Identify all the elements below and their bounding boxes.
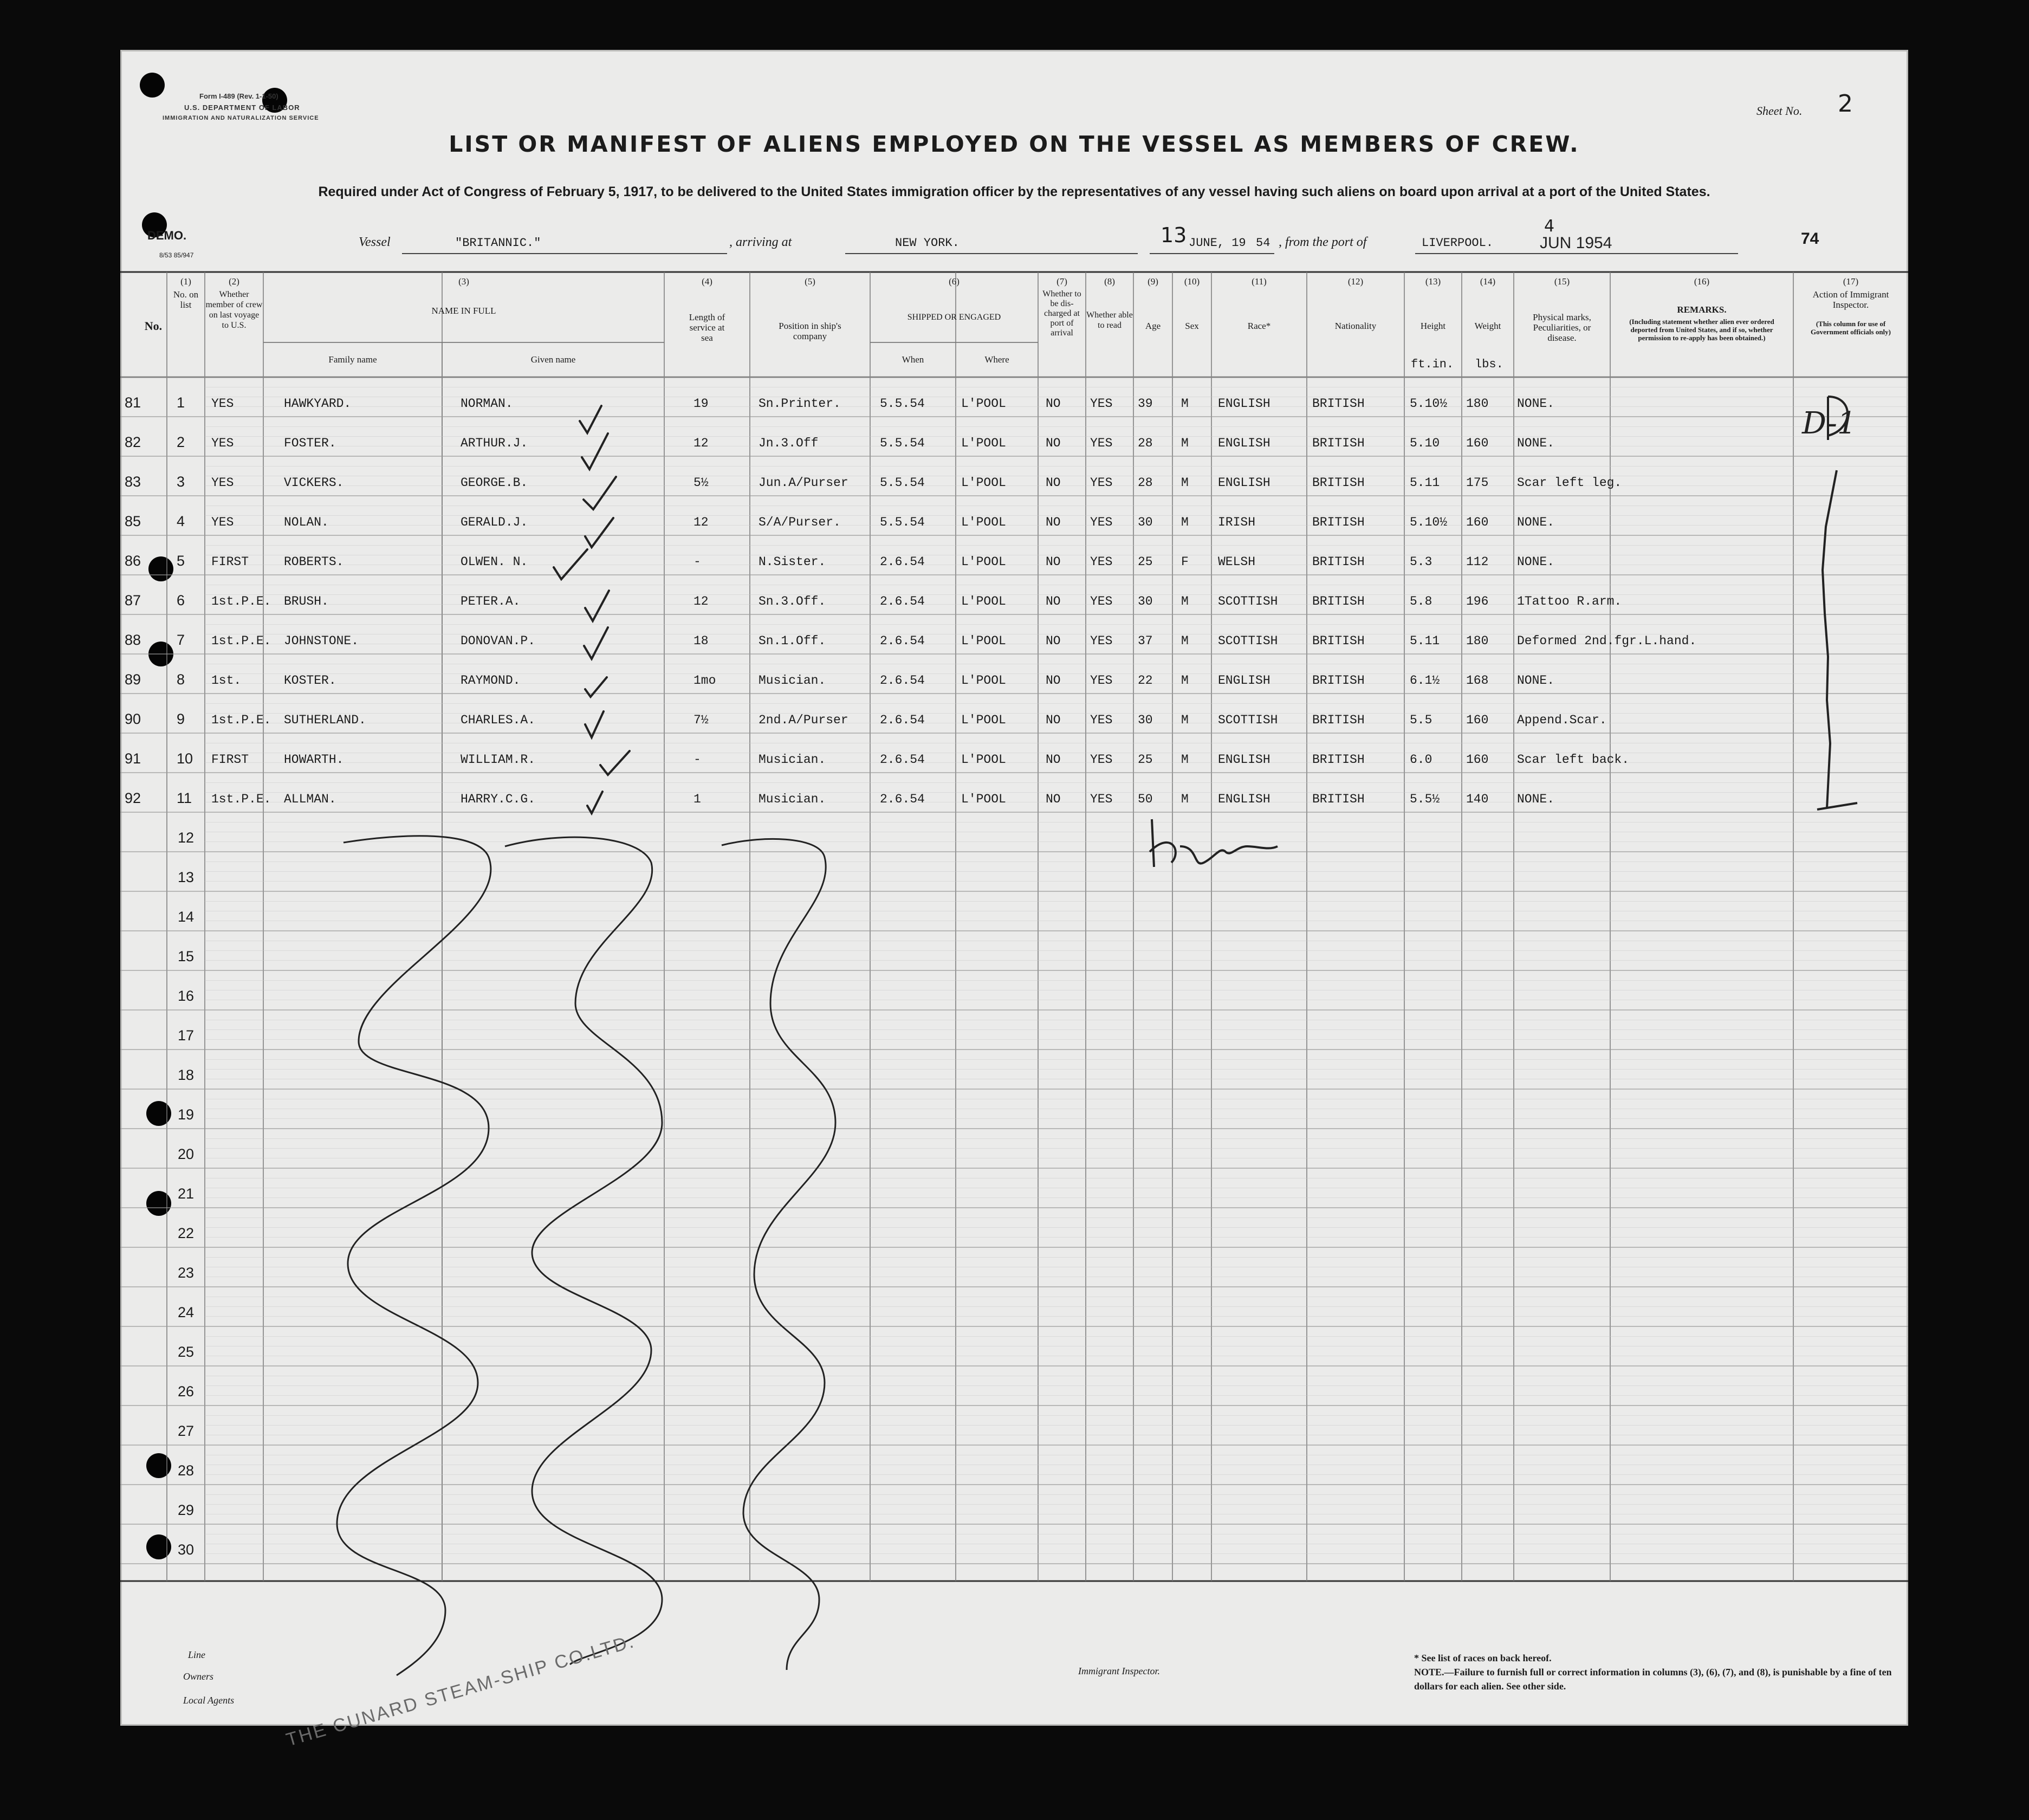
cell-sex: M — [1181, 397, 1189, 411]
cell-when: 5.5.54 — [880, 476, 925, 490]
line-number: 19 — [177, 1106, 195, 1123]
cell-race: WELSH — [1218, 555, 1256, 569]
cell-read: YES — [1090, 436, 1113, 450]
cell-service: - — [693, 753, 701, 767]
cell-where: L'POOL — [961, 397, 1006, 411]
col8-number: (8) — [1104, 276, 1115, 287]
cell-read: YES — [1090, 555, 1113, 569]
col15-label: Physical marks, Peculiarities, or disease. — [1533, 312, 1591, 343]
col14-label: Weight — [1474, 321, 1501, 331]
cell-family: VICKERS. — [284, 476, 344, 490]
cell-race: SCOTTISH — [1218, 594, 1278, 608]
footer-owners-label: Owners — [183, 1671, 214, 1682]
cell-read: YES — [1090, 634, 1113, 648]
form-number: Form I-489 (Rev. 1-1-50) — [199, 92, 278, 100]
cell-weight: 112 — [1466, 555, 1489, 569]
cell-age: 50 — [1138, 792, 1153, 806]
col14-unit: lbs. — [1475, 358, 1503, 371]
cell-height: 5.8 — [1410, 594, 1432, 608]
cell-read: YES — [1090, 753, 1113, 767]
cell-race: ENGLISH — [1218, 397, 1270, 411]
cell-service: 1 — [693, 792, 701, 806]
vessel-label: Vessel — [359, 235, 391, 249]
cell-member: YES — [211, 397, 234, 411]
cell-family: HAWKYARD. — [284, 397, 352, 411]
line-number: 18 — [177, 1067, 195, 1083]
cell-no: 3 — [177, 474, 185, 490]
cell-marks: NONE. — [1517, 555, 1555, 569]
col13-unit: ft.in. — [1411, 358, 1454, 371]
footer-notes — [1414, 1651, 1902, 1693]
cell-weight: 180 — [1466, 397, 1489, 411]
cell-position: Musician. — [759, 792, 826, 806]
cell-where: L'POOL — [961, 476, 1006, 490]
col4-number: (4) — [702, 276, 712, 287]
cell-family: FOSTER. — [284, 436, 336, 450]
inspector-label: Immigrant Inspector. — [1078, 1666, 1160, 1676]
cell-nationality: BRITISH — [1312, 436, 1365, 450]
strike-scribbles — [337, 836, 835, 1675]
cell-ano: 82 — [125, 434, 141, 450]
cell-member: YES — [211, 476, 234, 490]
col11-label: Race* — [1247, 321, 1271, 331]
cell-family: BRUSH. — [284, 594, 329, 608]
cell-sex: M — [1181, 515, 1189, 529]
cell-member: 1st.P.E. — [211, 713, 271, 727]
line-number: 14 — [177, 909, 195, 925]
cell-given: RAYMOND. — [461, 673, 521, 688]
col16-note: (Including statement whether alien ever ordered deported from United States, and if so, whether permission to re-apply has been obtained.) — [1629, 318, 1774, 342]
cell-read: YES — [1090, 515, 1113, 529]
line-number: 17 — [177, 1027, 195, 1044]
col3-label: NAME IN FULL — [431, 306, 496, 316]
cell-where: L'POOL — [961, 436, 1006, 450]
cell-marks: NONE. — [1517, 436, 1555, 450]
line-number: 26 — [177, 1383, 195, 1400]
cell-when: 2.6.54 — [880, 673, 925, 688]
cell-height: 5.5 — [1410, 713, 1432, 727]
col3-number: (3) — [458, 276, 469, 287]
cell-marks: Append.Scar. — [1517, 713, 1607, 727]
cell-where: L'POOL — [961, 515, 1006, 529]
line-number: 23 — [177, 1265, 195, 1281]
col7-number: (7) — [1056, 276, 1067, 287]
cell-nationality: BRITISH — [1312, 673, 1365, 688]
cell-nationality: BRITISH — [1312, 634, 1365, 648]
col6-when-header: When — [902, 354, 924, 365]
cell-discharged: NO — [1046, 397, 1061, 411]
col6-label: SHIPPED OR ENGAGED — [907, 313, 1001, 322]
col12-number: (12) — [1347, 276, 1364, 287]
col17-label: Action of Immigrant Inspector. — [1812, 289, 1889, 310]
line-number: 13 — [177, 869, 195, 885]
cell-service: 12 — [693, 594, 709, 608]
cell-age: 39 — [1138, 397, 1153, 411]
cell-nationality: BRITISH — [1312, 555, 1365, 569]
col1-number: (1) — [180, 276, 191, 287]
stamp-day: 4 — [1544, 217, 1555, 236]
cell-family: ROBERTS. — [284, 555, 344, 569]
cell-no: 6 — [177, 592, 185, 608]
cell-age: 25 — [1138, 753, 1153, 767]
cell-member: YES — [211, 436, 234, 450]
cell-discharged: NO — [1046, 476, 1061, 490]
sheet-number-label: Sheet No. — [1756, 104, 1803, 118]
cell-race: ENGLISH — [1218, 673, 1270, 688]
cell-age: 37 — [1138, 634, 1153, 648]
cell-when: 5.5.54 — [880, 436, 925, 450]
cell-where: L'POOL — [961, 753, 1006, 767]
col9-number: (9) — [1148, 276, 1158, 287]
cell-when: 2.6.54 — [880, 555, 925, 569]
cell-no: 4 — [177, 513, 185, 529]
cell-discharged: NO — [1046, 436, 1061, 450]
penalty-note: NOTE.—Failure to furnish full or correct information in columns (3), (6), (7), and (8), is punishable by a fine of ten dollars for each alien. See other side. — [1414, 1667, 1892, 1692]
page-subtitle: Required under Act of Congress of February 5, 1917, to be delivered to the United States immigration officer by the representatives of any vessel having such aliens on board upon arrival at a port of the United States. — [318, 184, 1710, 199]
col16-label: REMARKS. — [1677, 305, 1727, 315]
cell-weight: 168 — [1466, 673, 1489, 688]
footer-line-label: Line — [188, 1649, 206, 1660]
cell-read: YES — [1090, 594, 1113, 608]
cell-sex: M — [1181, 634, 1189, 648]
cell-member: FIRST — [211, 753, 249, 767]
cell-read: YES — [1090, 713, 1113, 727]
cell-marks: NONE. — [1517, 397, 1555, 411]
cell-sex: M — [1181, 753, 1189, 767]
line-number: 20 — [177, 1146, 195, 1162]
cell-ano: 83 — [125, 474, 141, 490]
cell-sex: M — [1181, 476, 1189, 490]
page-number: 74 — [1801, 230, 1819, 248]
cell-weight: 180 — [1466, 634, 1489, 648]
cell-member: 1st.P.E. — [211, 634, 271, 648]
col8-label: Whether able to read — [1086, 310, 1133, 330]
cell-marks: NONE. — [1517, 673, 1555, 688]
cell-nationality: BRITISH — [1312, 713, 1365, 727]
cell-discharged: NO — [1046, 792, 1061, 806]
cell-when: 2.6.54 — [880, 792, 925, 806]
cell-ano: 89 — [125, 671, 141, 688]
cell-nationality: BRITISH — [1312, 792, 1365, 806]
race-note: * See list of races on back hereof. — [1414, 1653, 1552, 1663]
cell-height: 6.0 — [1410, 753, 1432, 767]
cell-nationality: BRITISH — [1312, 397, 1365, 411]
footer-agents-label: Local Agents — [183, 1695, 235, 1706]
cell-age: 22 — [1138, 673, 1153, 688]
date-stamp: JUN 1954 — [1540, 234, 1612, 252]
col9-label: Age — [1145, 321, 1161, 331]
vessel-name: "BRITANNIC." — [455, 236, 541, 250]
cell-nationality: BRITISH — [1312, 476, 1365, 490]
cell-age: 28 — [1138, 436, 1153, 450]
cell-where: L'POOL — [961, 673, 1006, 688]
cell-service: 7½ — [693, 713, 709, 727]
col2-label: Whether member of crew on last voyage to U.S. — [205, 290, 263, 330]
cell-given: GEORGE.B. — [461, 476, 528, 490]
cell-read: YES — [1090, 397, 1113, 411]
cell-service: 12 — [693, 515, 709, 529]
line-number: 16 — [177, 988, 195, 1004]
cell-height: 5.3 — [1410, 555, 1432, 569]
line-number: 24 — [177, 1304, 195, 1320]
handwritten-marks — [120, 50, 1908, 1726]
line-number: 12 — [177, 830, 195, 846]
department: U.S. DEPARTMENT OF LABOR — [184, 103, 300, 112]
cell-given: DONOVAN.P. — [461, 634, 536, 648]
cell-read: YES — [1090, 673, 1113, 688]
col4-label: Length of service at sea — [689, 312, 725, 343]
cell-age: 30 — [1138, 515, 1153, 529]
cell-ano: 90 — [125, 711, 141, 727]
cell-position: Jun.A/Purser — [759, 476, 848, 490]
arrival-date: JUNE, 19 — [1189, 236, 1246, 250]
cell-ano: 91 — [125, 750, 141, 767]
col10-label: Sex — [1185, 321, 1199, 331]
cell-member: 1st. — [211, 673, 242, 688]
cell-member: 1st.P.E. — [211, 792, 271, 806]
cell-discharged: NO — [1046, 753, 1061, 767]
cell-given: GERALD.J. — [461, 515, 528, 529]
col6-number: (6) — [949, 276, 960, 287]
form-code-sub: 8/53 85/947 — [159, 251, 194, 259]
agent-stamp: THE CUNARD STEAM-SHIP CO.LTD. — [284, 1630, 638, 1751]
cell-race: SCOTTISH — [1218, 713, 1278, 727]
cell-nationality: BRITISH — [1312, 515, 1365, 529]
cell-height: 5.10½ — [1410, 515, 1448, 529]
col5-label: Position in ship's company — [779, 321, 841, 341]
col7-label: Whether to be dis-charged at port of arrival — [1042, 289, 1081, 338]
cell-sex: M — [1181, 713, 1189, 727]
cell-service: - — [693, 555, 701, 569]
cell-service: 5½ — [693, 476, 709, 490]
arrival-year: 54 — [1256, 236, 1270, 250]
cell-height: 6.1½ — [1410, 673, 1440, 688]
cell-given: HARRY.C.G. — [461, 792, 536, 806]
cell-no: 8 — [177, 671, 185, 688]
cell-given: PETER.A. — [461, 594, 521, 608]
cell-position: Sn.3.Off. — [759, 594, 826, 608]
cell-where: L'POOL — [961, 594, 1006, 608]
col11-number: (11) — [1252, 276, 1267, 287]
col5-number: (5) — [805, 276, 815, 287]
cell-nationality: BRITISH — [1312, 594, 1365, 608]
cell-race: SCOTTISH — [1218, 634, 1278, 648]
cell-service: 1mo — [693, 673, 716, 688]
cell-discharged: NO — [1046, 634, 1061, 648]
cell-weight: 160 — [1466, 515, 1489, 529]
col16-number: (16) — [1694, 276, 1710, 287]
cell-when: 5.5.54 — [880, 397, 925, 411]
col1-label: No. on list — [173, 289, 199, 310]
form-code: DEMO. — [147, 229, 187, 242]
from-port: LIVERPOOL. — [1422, 236, 1494, 250]
cell-nationality: BRITISH — [1312, 753, 1365, 767]
cell-position: 2nd.A/Purser — [759, 713, 848, 727]
cell-marks: Deformed 2nd.fgr.L.hand. — [1517, 634, 1697, 648]
cell-race: ENGLISH — [1218, 476, 1270, 490]
col3-family-header: Family name — [328, 354, 377, 365]
line-number: 21 — [177, 1186, 195, 1202]
cell-height: 5.10 — [1410, 436, 1440, 450]
cell-family: KOSTER. — [284, 673, 336, 688]
cell-no: 7 — [177, 632, 185, 648]
cell-member: FIRST — [211, 555, 249, 569]
cell-height: 5.5½ — [1410, 792, 1440, 806]
col6-where-header: Where — [984, 354, 1009, 365]
cell-no: 9 — [177, 711, 185, 727]
page-title: LIST OR MANIFEST OF ALIENS EMPLOYED ON THE VESSEL AS MEMBERS OF CREW. — [449, 131, 1580, 157]
cell-family: ALLMAN. — [284, 792, 336, 806]
cell-age: 28 — [1138, 476, 1153, 490]
cell-discharged: NO — [1046, 594, 1061, 608]
cell-member: YES — [211, 515, 234, 529]
cell-sex: M — [1181, 436, 1189, 450]
col13-number: (13) — [1425, 276, 1441, 287]
cell-no: 10 — [177, 750, 193, 767]
cell-member: 1st.P.E. — [211, 594, 271, 608]
cell-no: 11 — [177, 790, 192, 806]
cell-read: YES — [1090, 476, 1113, 490]
cell-when: 2.6.54 — [880, 753, 925, 767]
cell-position: Sn.Printer. — [759, 397, 841, 411]
cell-position: N.Sister. — [759, 555, 826, 569]
col17-note: (This column for use of Government officials only) — [1810, 320, 1891, 336]
arrival-day: 13 — [1161, 223, 1187, 247]
cell-no: 5 — [177, 553, 185, 569]
cell-given: NORMAN. — [461, 397, 513, 411]
cell-age: 30 — [1138, 713, 1153, 727]
cell-when: 2.6.54 — [880, 713, 925, 727]
cell-height: 5.11 — [1410, 476, 1440, 490]
col10-number: (10) — [1184, 276, 1200, 287]
manifest-sheet — [120, 50, 1908, 1751]
cell-position: Musician. — [759, 673, 826, 688]
cell-family: JOHNSTONE. — [284, 634, 359, 648]
cell-marks: Scar left back. — [1517, 753, 1630, 767]
cell-marks: NONE. — [1517, 515, 1555, 529]
col2-number: (2) — [229, 276, 239, 287]
cell-given: OLWEN. N. — [461, 555, 528, 569]
from-label: , from the port of — [1279, 235, 1367, 249]
col14-number: (14) — [1480, 276, 1496, 287]
col15-number: (15) — [1554, 276, 1570, 287]
arriving-label: , arriving at — [729, 235, 792, 249]
cell-weight: 175 — [1466, 476, 1489, 490]
cell-position: Musician. — [759, 753, 826, 767]
cell-race: IRISH — [1218, 515, 1256, 529]
cell-family: SUTHERLAND. — [284, 713, 366, 727]
cell-no: 1 — [177, 394, 185, 411]
col17-number: (17) — [1843, 276, 1859, 287]
cell-ano: 85 — [125, 513, 141, 529]
cell-ano: 88 — [125, 632, 141, 648]
cell-discharged: NO — [1046, 673, 1061, 688]
line-number: 22 — [177, 1225, 195, 1241]
line-number: 27 — [177, 1423, 195, 1439]
cell-weight: 196 — [1466, 594, 1489, 608]
line-number: 25 — [177, 1344, 195, 1360]
arrival-port: NEW YORK. — [895, 236, 960, 250]
col13-label: Height — [1420, 321, 1446, 331]
cell-ano: 87 — [125, 592, 141, 608]
cell-service: 18 — [693, 634, 709, 648]
cell-where: L'POOL — [961, 713, 1006, 727]
cell-where: L'POOL — [961, 634, 1006, 648]
cell-given: CHARLES.A. — [461, 713, 536, 727]
cell-where: L'POOL — [961, 792, 1006, 806]
cell-position: Sn.1.Off. — [759, 634, 826, 648]
cell-given: WILLIAM.R. — [461, 753, 536, 767]
cell-position: Jn.3.Off — [759, 436, 819, 450]
cell-race: ENGLISH — [1218, 792, 1270, 806]
col12-label: Nationality — [1334, 321, 1377, 331]
cell-sex: F — [1181, 555, 1189, 569]
cell-when: 5.5.54 — [880, 515, 925, 529]
cell-weight: 140 — [1466, 792, 1489, 806]
cell-service: 12 — [693, 436, 709, 450]
line-number: 28 — [177, 1462, 195, 1479]
inspector-signature-mark — [1817, 397, 1857, 809]
line-number: 29 — [177, 1502, 195, 1518]
cell-height: 5.11 — [1410, 634, 1440, 648]
cell-sex: M — [1181, 792, 1189, 806]
cell-position: S/A/Purser. — [759, 515, 841, 529]
cell-marks: Scar left leg. — [1517, 476, 1622, 490]
col3-given-header: Given name — [530, 354, 576, 365]
cell-given: ARTHUR.J. — [461, 436, 528, 450]
cell-family: NOLAN. — [284, 515, 329, 529]
handwritten-signature — [1150, 819, 1278, 867]
line-number: 15 — [177, 948, 195, 964]
cell-weight: 160 — [1466, 713, 1489, 727]
cell-height: 5.10½ — [1410, 397, 1448, 411]
cell-where: L'POOL — [961, 555, 1006, 569]
cell-sex: M — [1181, 673, 1189, 688]
check-marks — [554, 406, 630, 813]
cell-discharged: NO — [1046, 515, 1061, 529]
cell-when: 2.6.54 — [880, 634, 925, 648]
cell-no: 2 — [177, 434, 185, 450]
cell-race: ENGLISH — [1218, 436, 1270, 450]
sheet-number-value: 2 — [1838, 90, 1853, 118]
cell-marks: NONE. — [1517, 792, 1555, 806]
cell-weight: 160 — [1466, 436, 1489, 450]
service: IMMIGRATION AND NATURALIZATION SERVICE — [163, 115, 319, 121]
cell-ano: 86 — [125, 553, 141, 569]
line-number: 30 — [177, 1542, 195, 1558]
cell-age: 30 — [1138, 594, 1153, 608]
cell-ano: 81 — [125, 394, 141, 411]
cell-read: YES — [1090, 792, 1113, 806]
cell-ano: 92 — [125, 790, 141, 806]
inspector-mark-text: D-1 — [1802, 406, 1857, 441]
cell-age: 25 — [1138, 555, 1153, 569]
cell-sex: M — [1181, 594, 1189, 608]
cell-discharged: NO — [1046, 713, 1061, 727]
cell-discharged: NO — [1046, 555, 1061, 569]
cell-marks: 1Tattoo R.arm. — [1517, 594, 1622, 608]
cell-service: 19 — [693, 397, 709, 411]
cell-when: 2.6.54 — [880, 594, 925, 608]
cell-race: ENGLISH — [1218, 753, 1270, 767]
cell-family: HOWARTH. — [284, 753, 344, 767]
col-no-header: No. — [144, 319, 163, 333]
cell-weight: 160 — [1466, 753, 1489, 767]
